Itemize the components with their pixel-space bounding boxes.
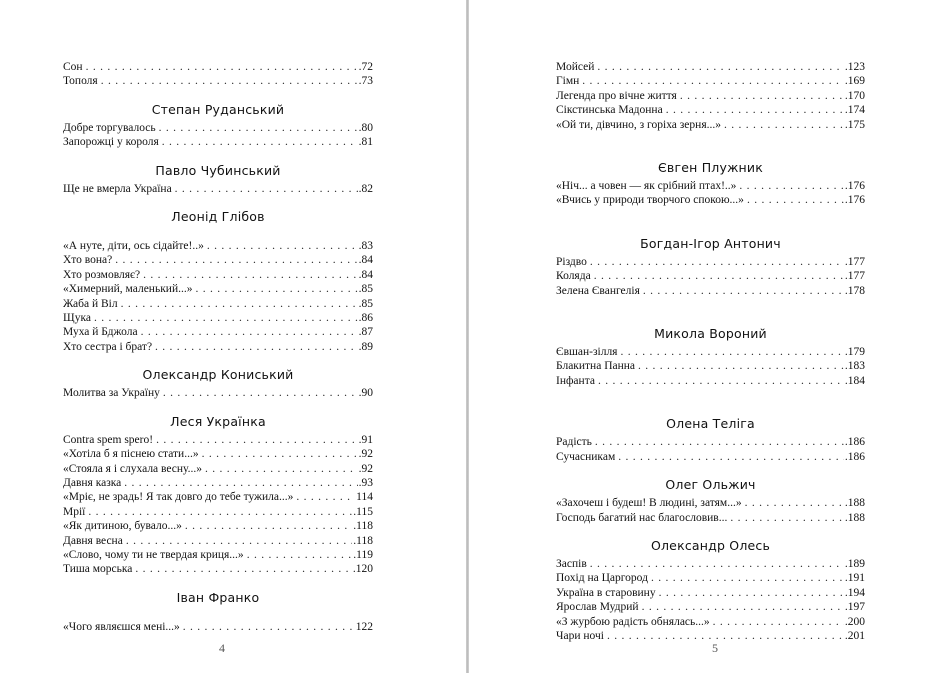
entry-page: .177 (844, 255, 865, 268)
toc-entry (63, 60, 373, 74)
dot-leader (86, 60, 358, 74)
dot-leader (185, 519, 352, 533)
entry-page: .177 (844, 270, 865, 283)
entry-page: .178 (844, 284, 865, 297)
left-page (63, 60, 373, 634)
toc-entry (63, 505, 373, 519)
entry-title: Легенда про вічне життя (556, 89, 677, 102)
author-heading: Микола Вороний (654, 326, 767, 342)
entry-title: Тиша морська (63, 563, 133, 576)
right-page-number: 5 (712, 641, 718, 655)
dot-leader (159, 121, 358, 135)
dot-leader (680, 89, 844, 103)
entry-title: Ще не вмерла Україна (63, 182, 172, 195)
entry-page: .200 (844, 615, 865, 628)
entry-page: .179 (844, 346, 865, 359)
entry-title: Хто сестра і брат? (63, 340, 153, 353)
toc-entry (556, 600, 865, 614)
entry-title: Молитва за Україну (63, 387, 160, 400)
toc-entry (63, 74, 373, 88)
dot-leader (582, 74, 844, 88)
entry-page: .115 (353, 505, 373, 518)
toc-entry (63, 282, 373, 296)
toc-entry (556, 586, 865, 600)
entry-page: .80 (358, 121, 373, 134)
dot-leader (101, 74, 358, 88)
left-page-number: 4 (219, 641, 225, 655)
entry-title: «Стояла я і слухала весну...» (63, 462, 203, 475)
entry-title: Похід на Царгород (556, 572, 648, 585)
toc-entry (556, 615, 865, 629)
dot-leader (713, 615, 844, 629)
toc-entry (556, 345, 865, 359)
entry-title: «Чого являєшся мені...» (63, 620, 180, 633)
entry-page: .186 (844, 436, 865, 449)
toc-entry (63, 311, 373, 325)
dot-leader (247, 548, 353, 562)
author-heading: Павло Чубинський (155, 162, 281, 178)
entry-page: .84 (358, 268, 373, 281)
dot-leader (643, 284, 844, 298)
entry-title: Хто розмовляє? (63, 268, 141, 281)
dot-leader (598, 374, 844, 388)
dot-leader (659, 586, 844, 600)
author-heading: Іван Франко (176, 589, 260, 605)
toc-entry (556, 255, 865, 269)
toc-entry (556, 557, 865, 571)
toc-entry (556, 629, 865, 643)
entry-title: Мойсей (556, 61, 595, 73)
toc-entry (556, 374, 865, 388)
entry-title: Блакитна Панна (556, 360, 636, 373)
dot-leader (156, 433, 358, 447)
dot-leader (607, 629, 844, 643)
entry-title: Щука (63, 312, 92, 325)
entry-page: .90 (358, 387, 373, 400)
entry-title: Гімн (556, 75, 580, 88)
dot-leader (163, 386, 358, 400)
entry-title: Хто вона? (63, 254, 113, 267)
entry-page: .118 (353, 534, 373, 547)
entry-page: .86 (358, 312, 373, 325)
author-heading: Олег Ольжич (665, 477, 756, 493)
entry-page: .123 (844, 61, 865, 73)
entry-title: Муха й Бджола (63, 326, 138, 339)
dot-leader (642, 600, 844, 614)
author-heading: Богдан-Ігор Антонич (640, 235, 781, 251)
entry-title: «Ніч... а човен — як срібний птах!..» (556, 180, 737, 193)
dot-leader (195, 282, 357, 296)
entry-page: .184 (844, 374, 865, 387)
dot-leader (207, 239, 358, 253)
author-heading: Леся Українка (170, 413, 266, 429)
toc-entry (63, 182, 373, 196)
entry-page: .89 (358, 340, 373, 353)
entry-page: .81 (358, 136, 373, 149)
toc-entry (556, 450, 865, 464)
entry-page: .186 (844, 450, 865, 463)
entry-title: Радість (556, 436, 592, 449)
dot-leader (94, 311, 358, 325)
dot-leader (202, 447, 358, 461)
entry-title: Запорожці у короля (63, 136, 159, 149)
toc-entry (63, 476, 373, 490)
toc-entry (556, 496, 865, 510)
entry-page: .194 (844, 586, 865, 599)
toc-entry (63, 462, 373, 476)
entry-title: Давня весна (63, 534, 123, 547)
entry-title: Сон (63, 61, 83, 73)
right-page (556, 60, 865, 643)
dot-leader (175, 182, 358, 196)
toc-entry (63, 239, 373, 253)
entry-page: .176 (844, 194, 865, 207)
dot-leader (124, 476, 357, 490)
entry-page: 114 (356, 491, 373, 504)
dot-leader (590, 255, 844, 269)
dot-leader (597, 60, 844, 74)
entry-title: Інфанта (556, 374, 595, 387)
dot-leader (747, 193, 844, 207)
entry-title: Ярослав Мудрий (556, 601, 639, 614)
entry-title: Жаба й Віл (63, 297, 118, 310)
toc-entry (63, 268, 373, 282)
entry-page: .87 (358, 326, 373, 339)
dot-leader (638, 359, 844, 373)
toc-entry (556, 60, 865, 74)
entry-page: 122 (355, 620, 373, 633)
entry-title: «Мріє, не зрадь! Я так довго до тебе тужила...» (63, 491, 294, 504)
entry-title: Господь багатий нас благословив... (556, 511, 728, 524)
dot-leader (666, 103, 844, 117)
dot-leader (724, 118, 844, 132)
dot-leader (739, 179, 843, 193)
entry-title: «Вчись у природи творчого спокою...» (556, 194, 744, 207)
toc-entry (63, 135, 373, 149)
author-heading: Леонід Глібов (171, 209, 265, 225)
entry-page: .174 (844, 104, 865, 117)
entry-title: Україна в старовину (556, 586, 656, 599)
toc-entry (63, 340, 373, 354)
toc-entry (63, 325, 373, 339)
entry-page: .82 (358, 182, 373, 195)
toc-entry (63, 433, 373, 447)
dot-leader (115, 253, 357, 267)
entry-page: .84 (358, 254, 373, 267)
toc-entry (63, 253, 373, 267)
entry-title: Сікстинська Мадонна (556, 104, 663, 117)
dot-leader (745, 496, 844, 510)
page-gutter (466, 0, 469, 673)
toc-entry (63, 121, 373, 135)
toc-entry (556, 571, 865, 585)
toc-entry (556, 435, 865, 449)
entry-title: Різдво (556, 255, 587, 268)
author-heading: Євген Плужник (658, 160, 763, 176)
author-heading: Олександр Кониський (142, 367, 294, 383)
dot-leader (730, 511, 844, 525)
toc-entry (63, 562, 373, 576)
entry-page: .120 (352, 563, 373, 576)
dot-leader (590, 557, 844, 571)
entry-title: Давня казка (63, 476, 122, 489)
dot-leader (121, 297, 358, 311)
entry-title: «А нуте, діти, ось сідайте!..» (63, 240, 204, 253)
entry-title: Сучасникам (556, 450, 616, 463)
entry-page: .85 (358, 283, 373, 296)
entry-page: .93 (358, 476, 373, 489)
dot-leader (651, 571, 844, 585)
entry-title: «Слово, чому ти не твердая криця...» (63, 548, 244, 561)
toc-entry (556, 89, 865, 103)
entry-page: .91 (358, 433, 373, 446)
dot-leader (88, 505, 352, 519)
toc-entry (63, 519, 373, 533)
toc-entry (63, 297, 373, 311)
toc-entry (556, 511, 865, 525)
dot-leader (126, 534, 352, 548)
entry-title: «Як дитиною, бувало...» (63, 520, 182, 533)
toc-entry (63, 534, 373, 548)
entry-page: .175 (844, 118, 865, 131)
entry-title: «Ой ти, дівчино, з горіха зерня...» (556, 118, 721, 131)
entry-page: .119 (353, 548, 373, 561)
entry-page: .183 (844, 360, 865, 373)
entry-page: .197 (844, 601, 865, 614)
entry-page: .118 (353, 520, 373, 533)
author-heading: Олена Теліга (666, 416, 755, 432)
dot-leader (162, 135, 358, 149)
toc-entry (556, 193, 865, 207)
toc-entry (556, 359, 865, 373)
entry-title: Заспів (556, 557, 587, 570)
dot-leader (135, 562, 352, 576)
author-heading: Степан Руданський (151, 101, 285, 117)
toc-entry (556, 74, 865, 88)
entry-title: Зелена Євангелія (556, 284, 640, 297)
toc-entry (63, 447, 373, 461)
entry-title: Contra spem spero! (63, 433, 154, 446)
dot-leader (595, 435, 844, 449)
entry-title: Добре торгувалось (63, 121, 156, 134)
toc-entry (556, 284, 865, 298)
entry-title: «Химерний, маленький...» (63, 283, 193, 296)
toc-entry (63, 490, 373, 504)
dot-leader (155, 340, 358, 354)
entry-title: Тополя (63, 75, 98, 88)
entry-page: .170 (844, 89, 865, 102)
dot-leader (183, 620, 355, 634)
author-heading: Олександр Олесь (650, 537, 771, 553)
entry-title: Мрії (63, 505, 86, 518)
toc-entry (556, 269, 865, 283)
entry-page: .169 (844, 75, 865, 88)
dot-leader (143, 268, 358, 282)
entry-title: «З журбою радість обнялась...» (556, 615, 710, 628)
entry-page: .191 (844, 572, 865, 585)
entry-page: .188 (844, 497, 865, 510)
entry-title: «Хотіла б я піснею стати...» (63, 448, 199, 461)
dot-leader (296, 490, 355, 504)
entry-page: .85 (358, 297, 373, 310)
entry-title: Євшан-зілля (556, 346, 618, 359)
toc-entry (556, 118, 865, 132)
entry-page: .188 (844, 511, 865, 524)
entry-title: Чари ночі (556, 629, 604, 642)
entry-page: .73 (358, 75, 373, 88)
toc-group (63, 60, 373, 89)
entry-page: .92 (358, 462, 373, 475)
dot-leader (594, 269, 844, 283)
dot-leader (205, 462, 358, 476)
toc-entry (63, 548, 373, 562)
toc-entry (556, 103, 865, 117)
entry-title: Коляда (556, 270, 591, 283)
entry-page: .92 (358, 448, 373, 461)
entry-page: .176 (844, 180, 865, 193)
entry-page: .189 (844, 557, 865, 570)
dot-leader (618, 450, 844, 464)
entry-page: .72 (358, 61, 373, 73)
entry-title: «Захочеш і будеш! В людині, затям...» (556, 497, 742, 510)
toc-entry (63, 620, 373, 634)
toc-entry (556, 179, 865, 193)
dot-leader (141, 325, 358, 339)
entry-page: .83 (358, 240, 373, 253)
toc-entry (63, 386, 373, 400)
entry-page: .201 (844, 629, 865, 642)
dot-leader (620, 345, 843, 359)
